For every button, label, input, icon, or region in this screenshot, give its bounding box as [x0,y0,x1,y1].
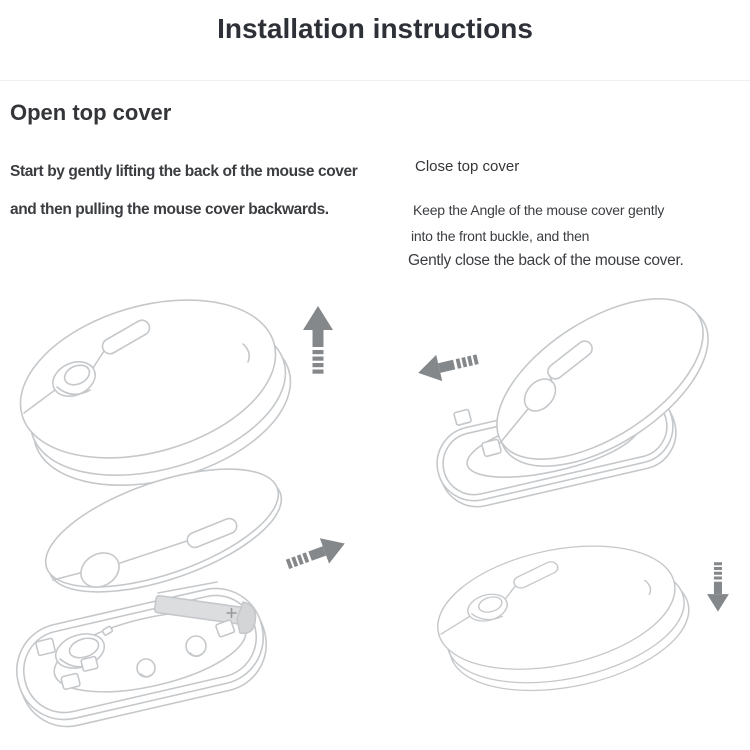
figure-open-step1-closed-mouse [10,282,345,494]
arrow-right-icon [283,531,349,577]
page-title: Installation instructions [217,13,533,44]
base-clip [81,656,98,671]
base-clip [36,638,56,656]
close-section-heading: Close top cover [415,158,520,175]
header-divider [0,80,750,81]
open-section-heading: Open top cover [10,100,172,125]
base-screw-post [137,659,155,677]
open-section-text-line1: Start by gently lifting the back of the mouse cover [10,163,358,180]
close-section-text-line1: Keep the Angle of the mouse cover gently [413,202,665,218]
arrow-left-icon [415,346,480,386]
figure-close-step2-closed-mouse [420,532,740,700]
figure-close-step1-cover-tilted [403,293,748,508]
close-section-text-line2: into the front buckle, and then [411,228,590,244]
base-clip [454,409,472,425]
mouse-open-illustration [430,267,735,514]
arrow-down-icon [707,562,729,611]
close-section-text-line3: Gently close the back of the mouse cover. [408,252,684,269]
mouse-base-illustration [7,579,275,736]
figure-open-step2-cover-lifted [8,466,358,736]
mouse-cover-illustration [32,445,296,616]
arrow-up-icon [303,306,333,374]
base-screw-post [186,636,206,656]
mouse-closed-illustration [421,525,706,712]
open-section-text-line2: and then pulling the mouse cover backwards. [10,201,329,218]
